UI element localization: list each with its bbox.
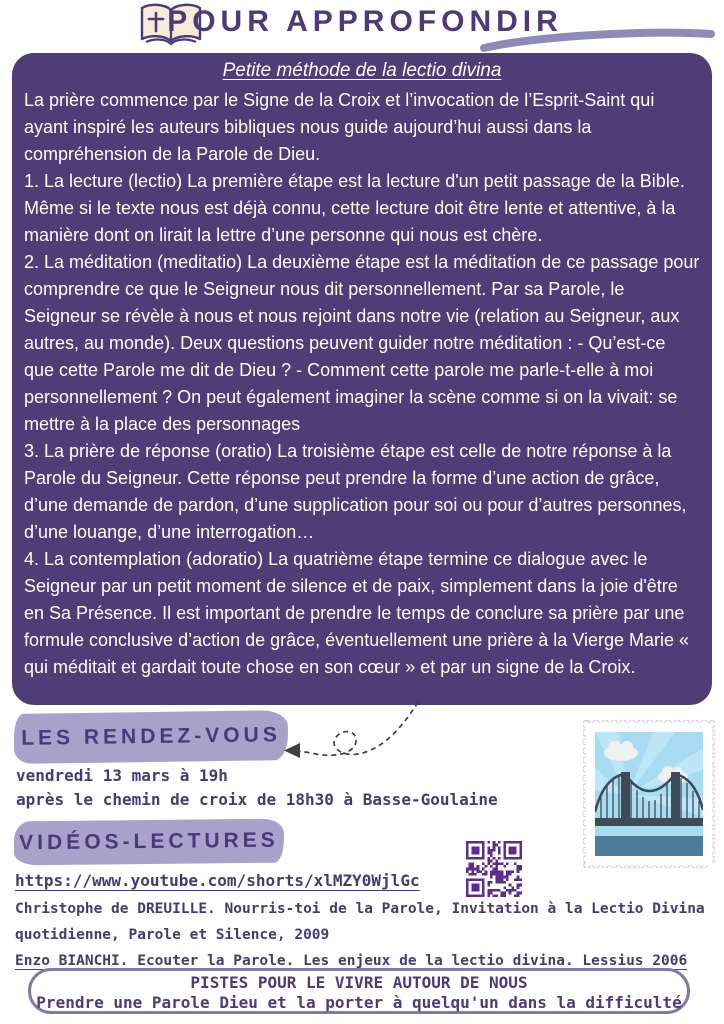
videos-heading-pill [14, 819, 284, 866]
videos-heading: VIDÉOS-LECTURES [19, 828, 279, 855]
reference-list [15, 896, 713, 974]
method-box [12, 53, 712, 705]
method-step-2: 2. La méditation (meditatio) La deuxième étape est la méditation de ce passage pour comprendre ce que le Seigneur nous dit personnellement. Par sa Parole, le Seigneur se révèle à nous et nous rejoint dans notre vie (relation au Seigneur, aux autres, au monde). Deux questions peuvent guider notre méditation : - Qu’est-ce que cette Parole me dit de Dieu ? - Comment cette parole me parle-t-elle à moi personnellement ? On peut également imaginer la scène comme si on la vivait: se mettre à la place des personnages [24, 252, 700, 434]
reference-dreuille: Christophe de DREUILLE. Nourris-toi de la Parole, Invitation à la Lectio Divina quotidienne, Parole et Silence, 2009 [15, 901, 705, 943]
rendezvous-details [16, 764, 498, 812]
method-intro: La prière commence par le Signe de la Croix et l’invocation de l’Esprit-Saint qui ayant inspiré les auteurs bibliques nous guide aujourd’hui aussi dans la compréhension de la Parole de Dieu. [24, 90, 655, 164]
footer-title: PISTES POUR LE VIVRE AUTOUR DE NOUS [190, 973, 528, 992]
bridge-stamp-illustration [583, 720, 715, 868]
rendezvous-line-2: après le chemin de croix de 18h30 à Basse-Goulaine [16, 790, 498, 809]
footer-box [28, 968, 690, 1014]
method-step-3: 3. La prière de réponse (oratio) La troisième étape est celle de notre réponse à la Parole du Seigneur. Cette réponse peut prendre la forme d’une action de grâce, d’une demande de pardon, d’une supplication pour soi ou pour d’autres personnes, d’une louange, d’une interrogation… [24, 441, 687, 542]
youtube-link[interactable]: https://www.youtube.com/shorts/xlMZY0WjlGc [15, 871, 420, 890]
footer-subtitle: Prendre une Parole Dieu et la porter à quelqu'un dans la difficulté [36, 993, 682, 1012]
method-step-1: 1. La lecture (lectio) La première étape est la lecture d'un petit passage de la Bible. Même si le texte nous est déjà connu, cette lecture doit être lente et attentive, à la manière dont on lirait la lettre d’une personne qui nous est chère. [24, 171, 685, 245]
rendezvous-heading-pill [14, 710, 289, 764]
dashed-arrow-doodle [276, 684, 428, 768]
page-title: POUR APPROFONDIR [167, 5, 563, 38]
underline-swoosh [477, 26, 719, 54]
rendezvous-line-1: vendredi 13 mars à 19h [16, 766, 228, 785]
rendezvous-heading: LES RENDEZ-VOUS [21, 723, 281, 750]
reference-bianchi: Enzo BIANCHI. Ecouter la Parole. Les enjeux de la lectio divina. Lessius 2006 [15, 953, 688, 969]
method-subtitle: Petite méthode de la lectio divina [222, 60, 502, 81]
method-step-4: 4. La contemplation (adoratio) La quatrième étape termine ce dialogue avec le Seigneur par un petit moment de silence et de paix, simplement dans la joie d'être en Sa Présence. Il est important de prendre le temps de conclure sa prière par une formule conclusive d’action de grâce, éventuellement une prière à la Vierge Marie « qui méditait et gardait toute chose en son cœur » et par un signe de la Croix. [24, 549, 690, 677]
qr-code-icon [466, 841, 522, 897]
